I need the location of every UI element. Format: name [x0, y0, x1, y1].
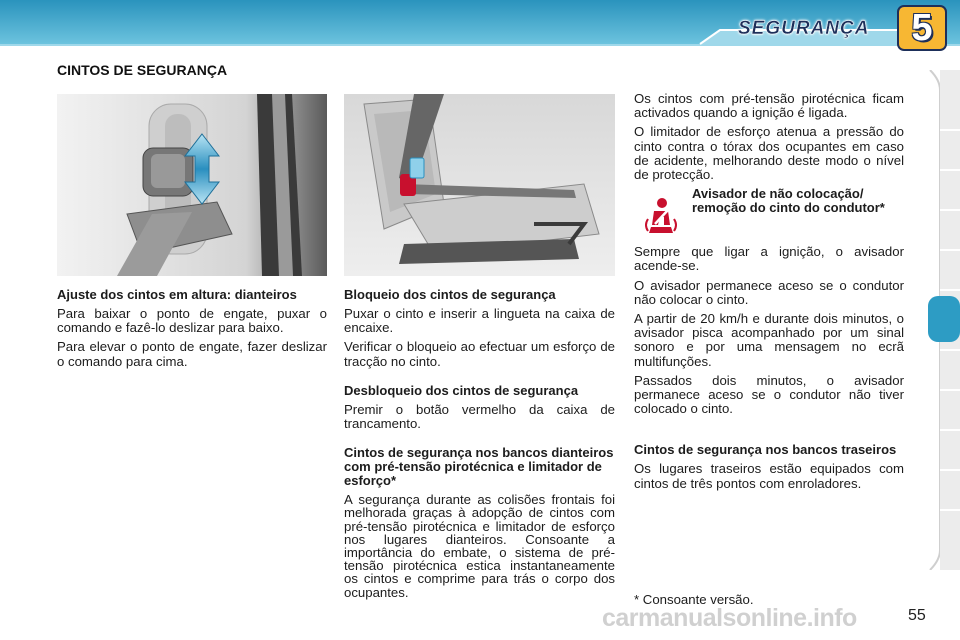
seatbelt-warning-icon [640, 195, 682, 237]
watermark: carmanualsonline.info [602, 604, 857, 632]
chapter-side-tabs [926, 70, 960, 570]
unlocking-heading: Desbloqueio dos cintos de segurança [344, 382, 579, 398]
section-title: CINTOS DE SEGURANÇA [57, 62, 228, 78]
height-adjust-raise-text: Para elevar o ponto de engate, fazer deslizar o comando para cima. [57, 339, 327, 369]
pretensioner-activation-text: Os cintos com pré-tensão pirotécnica ficam activados quando a ignição é ligada. [634, 91, 904, 121]
locking-text-2: Verificar o bloqueio ao efectuar um esforço de tracção no cinto. [344, 339, 615, 369]
locking-text-1: Puxar o cinto e inserir a lingueta na caixa de encaixe. [344, 306, 615, 336]
unlocking-text: Premir o botão vermelho da caixa de trancamento. [344, 401, 615, 432]
rear-belts-text: Os lugares traseiros estão equipados com cintos de três pontos com enroladores. [634, 461, 904, 491]
rear-belts-heading: Cintos de segurança nos bancos traseiros [634, 442, 897, 458]
warning-text-1: Sempre que ligar a ignição, o avisador acende-se. [634, 244, 904, 274]
page-number: 55 [908, 607, 926, 624]
force-limiter-text: O limitador de esforço atenua a pressão do cinto contra o tórax dos ocupantes em caso de acidente, melhorando deste modo o nível de protecção. [634, 124, 904, 183]
warning-text-3: A partir de 20 km/h e durante dois minutos, o avisador pisca acompanhado por um sinal sonoro e por uma mensagem no ecrã multifunções. [634, 311, 904, 369]
footnote: * Consoante versão. [634, 592, 754, 607]
locking-heading: Bloqueio dos cintos de segurança [344, 287, 556, 302]
seat-belt-buckle-photo [344, 94, 615, 276]
column-height-adjust [57, 288, 327, 374]
warning-text-2: O avisador permanece aceso se o condutor não colocar o cinto. [634, 277, 904, 307]
pretensioner-heading: Cintos de segurança nos bancos dianteiros com pré-tensão pirotécnica e limitador de esforço* [344, 445, 614, 489]
chapter-number: 5 [911, 7, 933, 49]
height-adjust-heading: Ajuste dos cintos em altura: dianteiros [57, 287, 297, 302]
belt-height-adjuster-photo [57, 94, 327, 276]
seatbelt-warning-block [634, 187, 904, 237]
chapter-title: SEGURANÇA [738, 18, 870, 39]
column-warning [634, 92, 904, 496]
height-adjust-lower-text: Para baixar o ponto de engate, puxar o comando e fazê-lo deslizar para baixo. [57, 306, 327, 336]
column-locking [344, 288, 615, 604]
seatbelt-warning-title: Avisador de não colocação/ remoção do cinto do condutor* [692, 186, 885, 216]
pretensioner-text: A segurança durante as colisões frontais foi melhorada graças à adopção de cintos com pré-tensão pirotécnica e limitador de esforço nos lugares dianteiros. Consoante a importância do embate, o sistema de pré-tensão pirotécnica estica instantaneamente os cintos e comprime para trás o corpo dos ocupantes. [344, 492, 615, 600]
warning-text-4: Passados dois minutos, o avisador permanece aceso se o condutor não tiver colocado o cinto. [634, 372, 904, 417]
